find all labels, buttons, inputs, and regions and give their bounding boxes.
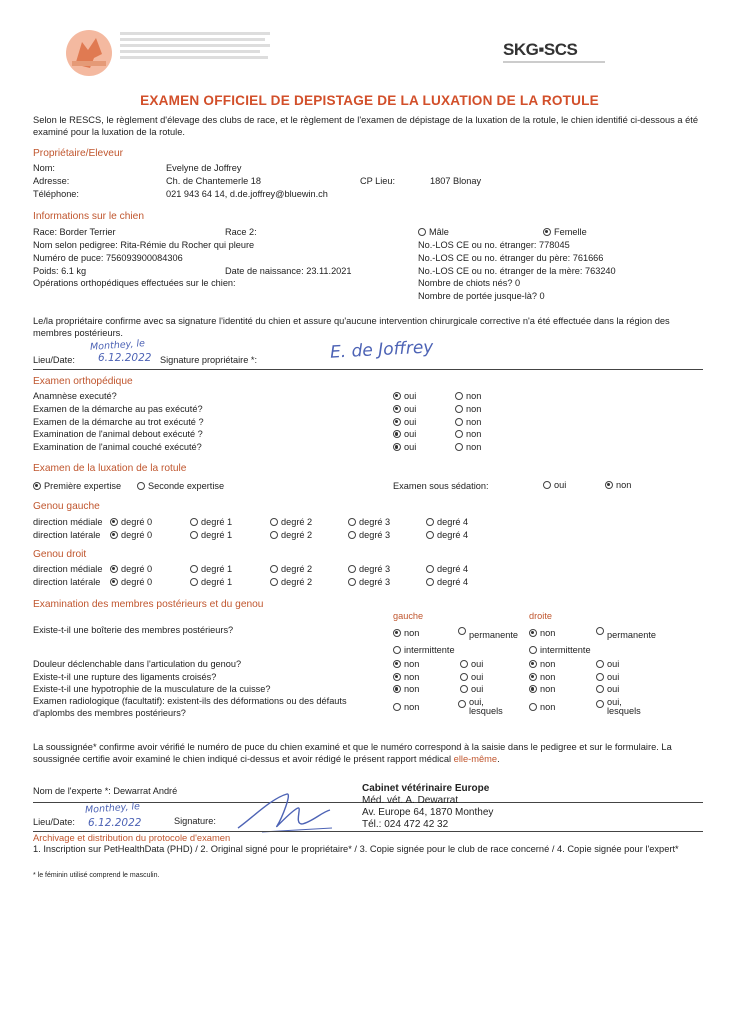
radio-label: non [404, 684, 420, 695]
radio-label: non [466, 391, 482, 401]
radio-boiterie-d-perm[interactable] [596, 626, 657, 640]
section-genou-gauche: Genou gauche [33, 501, 100, 512]
radio-checked-icon [605, 481, 613, 489]
radio-icon [348, 578, 356, 586]
radio-xray-d-oui[interactable] [596, 698, 641, 716]
owner-name: Evelyne de Joffrey [166, 163, 242, 173]
radio-label: degré 2 [281, 564, 313, 574]
radio-label: degré 4 [437, 517, 469, 527]
ortho-question: Anamnèse executé? [33, 391, 117, 401]
dog-litters: Nombre de portée jusque-là? 0 [418, 291, 545, 301]
radio-degree-2[interactable] [270, 577, 312, 587]
radio-checked-icon [110, 578, 118, 586]
owner-phone-label: Téléphone: [33, 189, 79, 199]
radio-icon [190, 565, 198, 573]
section-posterior: Examination des membres postérieurs et du genou [33, 599, 264, 610]
dog-chip: Numéro de puce: 756093900084306 [33, 253, 183, 263]
dog-puppies: Nombre de chiots nés? 0 [418, 278, 521, 288]
radio-icon [455, 430, 463, 438]
dog-pedigree-name: Nom selon pedigree: Rita-Rémie du Rocher qui pleure [33, 240, 255, 250]
radio-label: degré 2 [281, 529, 313, 540]
posterior-question: Existe-t-il une hypotrophie de la musculature de la cuisse? [33, 684, 271, 695]
section-ortho: Examen orthopédique [33, 376, 133, 387]
q-boiterie: Existe-t-il une boîterie des membres postérieurs? [33, 625, 234, 635]
owner-signature-label: Signature propriétaire *: [160, 355, 258, 365]
radio-icon [270, 531, 278, 539]
radio-ortho-non[interactable] [455, 404, 481, 414]
radio-degree-3[interactable] [348, 577, 390, 587]
radio-icon [458, 627, 466, 635]
radio-label: oui, [469, 697, 484, 707]
owner-date-handwritten: 6.12.2022 [98, 352, 152, 364]
archive-text: 1. Inscription sur PetHealthData (PHD) / 2. Original signé pour le propriétaire* / 3. Copie signée pour le club de race concerné / 4. Copie signée pour l'expert* [33, 844, 679, 854]
radio-label: non [540, 671, 556, 682]
radio-checked-icon [529, 629, 537, 637]
q-radio-a: Examen radiologique (facultatif): existent-ils des déformations ou des défauts [33, 696, 347, 706]
radio-degree-0[interactable] [110, 517, 152, 527]
radio-label: non [466, 403, 482, 414]
radio-label: oui [471, 659, 484, 669]
dog-ortho-ops: Opérations orthopédiques effectuées sur le chien: [33, 278, 236, 288]
radio-degree-0[interactable] [110, 530, 152, 540]
radio-label: non [540, 684, 556, 695]
vet-confirm-text-b: elle-même [453, 754, 498, 764]
radio-checked-icon [110, 565, 118, 573]
expert-name: Nom de l'experte *: Dewarrat André [33, 786, 178, 796]
col-gauche: gauche [393, 611, 424, 621]
radio-icon [426, 531, 434, 539]
radio-checked-icon [393, 673, 401, 681]
radio-label: permanente [469, 630, 519, 640]
radio-label: oui [404, 442, 417, 453]
radio-label: degré 4 [437, 576, 469, 587]
radio-label: Seconde expertise [148, 481, 225, 491]
radio-label: oui [607, 659, 620, 669]
ortho-question: Examen de la démarche au pas exécuté? [33, 403, 203, 414]
radio-gauche-oui[interactable] [460, 684, 483, 694]
dog-race: Race: Border Terrier [33, 227, 116, 237]
radio-checked-icon [393, 392, 401, 400]
owner-cp: 1807 Blonay [430, 176, 482, 186]
radio-label: intermittente [404, 645, 455, 655]
radio-icon [458, 700, 466, 708]
stamp-line: Tél.: 024 472 42 32 [362, 819, 449, 830]
radio-icon [455, 418, 463, 426]
dog-race2: Race 2: [225, 227, 257, 237]
stamp-line: Méd. vét. A. Dewarrat [362, 795, 459, 806]
radio-degree-2[interactable] [270, 530, 312, 540]
section-archive: Archivage et distribution du protocole d'examen [33, 832, 231, 843]
vet-confirm-text-c: . [497, 754, 500, 764]
section-luxation: Examen de la luxation de la rotule [33, 463, 187, 474]
footnote: * le féminin utilisé comprend le masculin. [33, 872, 160, 879]
radio-ortho-oui[interactable] [393, 391, 416, 401]
owner-signature-handwritten: E. de Joffrey [329, 337, 434, 363]
radio-boiterie-d-non[interactable] [529, 628, 555, 638]
dog-head-icon [64, 28, 114, 78]
dog-los-father: No.-LOS CE ou no. étranger du père: 761666 [418, 253, 604, 263]
radio-ortho-non[interactable] [455, 429, 481, 439]
radio-icon [529, 646, 537, 654]
radio-checked-icon [393, 629, 401, 637]
radio-icon [190, 518, 198, 526]
radio-label: non [540, 702, 556, 712]
radio-degree-1[interactable] [190, 517, 232, 527]
radio-degree-1[interactable] [190, 577, 232, 587]
radio-boiterie-g-inter[interactable] [393, 645, 455, 655]
posterior-question: Existe-t-il une rupture des ligaments croisés? [33, 671, 217, 682]
vet-signature-icon [232, 788, 342, 836]
radio-label: degré 1 [201, 517, 233, 527]
owner-place-label: Lieu/Date: [33, 355, 75, 365]
radio-label: Mâle [429, 227, 449, 237]
radio-label: degré 4 [437, 529, 469, 540]
radio-icon [455, 392, 463, 400]
radio-label: non [616, 480, 632, 490]
radio-icon [426, 518, 434, 526]
radio-droite-oui[interactable] [596, 672, 619, 682]
owner-address-label: Adresse: [33, 176, 70, 186]
owner-address: Ch. de Chantemerle 18 [166, 176, 261, 186]
radio-label: degré 3 [359, 529, 391, 540]
radio-label: degré 1 [201, 564, 233, 574]
radio-icon [426, 565, 434, 573]
radio-gauche-non[interactable] [393, 672, 419, 682]
radio-label: degré 0 [121, 529, 153, 540]
ortho-question: Examination de l'animal couché exécuté? [33, 442, 202, 453]
genou-row-label: direction latérale [33, 576, 101, 587]
section-dog: Informations sur le chien [33, 211, 144, 222]
owner-name-label: Nom: [33, 163, 55, 173]
radio-degree-4[interactable] [426, 530, 468, 540]
owner-place-handwritten: Monthey, le [89, 338, 146, 353]
radio-degree-2[interactable] [270, 517, 312, 527]
radio-label: oui [607, 671, 620, 682]
radio-icon [393, 646, 401, 654]
radio-droite-non[interactable] [529, 659, 555, 669]
radio-label: non [404, 671, 420, 682]
radio-checked-icon [393, 685, 401, 693]
genou-row-label: direction médiale [33, 564, 103, 574]
radio-icon [596, 660, 604, 668]
vet-signature-label: Signature: [174, 816, 216, 826]
radio-icon [270, 518, 278, 526]
radio-label: non [404, 702, 420, 712]
radio-checked-icon [529, 660, 537, 668]
radio-ortho-oui[interactable] [393, 404, 416, 414]
radio-label: degré 3 [359, 576, 391, 587]
radio-label: permanente [607, 630, 657, 640]
radio-icon [426, 578, 434, 586]
section-owner: Propriétaire/Eleveur [33, 148, 124, 159]
radio-degree-3[interactable] [348, 564, 390, 574]
radio-ortho-non[interactable] [455, 442, 481, 452]
radio-label: degré 1 [201, 529, 233, 540]
radio-degree-2[interactable] [270, 564, 312, 574]
radio-checked-icon [393, 443, 401, 451]
radio-droite-non[interactable] [529, 672, 555, 682]
radio-icon [270, 578, 278, 586]
radio-label: oui [471, 684, 484, 695]
radio-icon [596, 700, 604, 708]
genou-row-label: direction médiale [33, 517, 103, 527]
radio-icon [596, 685, 604, 693]
skg-scs-logo: SKG▪SCS [503, 40, 578, 59]
sedation-label: Examen sous sédation: [393, 481, 489, 491]
radio-sedation-non[interactable] [605, 480, 631, 490]
radio-label: Première expertise [44, 481, 122, 491]
dog-weight: Poids: 6.1 kg [33, 266, 87, 276]
radio-label: oui [404, 403, 417, 414]
radio-label: degré 4 [437, 564, 469, 574]
radio-label: lesquels [469, 706, 503, 716]
radio-second-expertise[interactable] [137, 481, 224, 491]
radio-checked-icon [529, 685, 537, 693]
radio-icon [596, 673, 604, 681]
page-title: EXAMEN OFFICIEL DE DEPISTAGE DE LA LUXATION DE LA ROTULE [140, 93, 599, 108]
radio-degree-3[interactable] [348, 517, 390, 527]
radio-checked-icon [110, 518, 118, 526]
genou-row-label: direction latérale [33, 529, 101, 540]
radio-checked-icon [33, 482, 41, 490]
radio-xray-g-non[interactable] [393, 702, 419, 712]
radio-label: non [540, 628, 556, 638]
vet-confirm-text [33, 741, 708, 765]
radio-icon [190, 531, 198, 539]
radio-label: oui [554, 480, 567, 490]
posterior-question: Douleur déclenchable dans l'articulation du genou? [33, 659, 242, 669]
radio-label: non [466, 416, 482, 427]
radio-ortho-oui[interactable] [393, 429, 416, 439]
scs-logo [64, 28, 114, 78]
radio-icon [137, 482, 145, 490]
radio-label: oui [404, 429, 417, 440]
q-radio-b: d'aplombs des membres postérieurs? [33, 708, 186, 718]
radio-label: degré 2 [281, 576, 313, 587]
vet-confirm-text-a: La soussignée* confirme avoir vérifié le numéro de puce du chien examiné et que le numéro correspond à la saisie dans le pedigree et sur le formulaire. La soussignée certifie avoir examiné le chien indiqué ci-dessus et avoir rédigé le présent rapport médical [33, 742, 672, 764]
radio-icon [455, 443, 463, 451]
skg-scs-logo-sub [503, 61, 605, 63]
radio-boiterie-d-inter[interactable] [529, 645, 591, 655]
radio-boiterie-g-perm[interactable] [458, 626, 519, 640]
radio-label: oui [404, 416, 417, 427]
radio-degree-4[interactable] [426, 517, 468, 527]
radio-degree-1[interactable] [190, 530, 232, 540]
radio-label: non [404, 628, 420, 638]
radio-label: degré 0 [121, 576, 153, 587]
radio-ortho-oui[interactable] [393, 442, 416, 452]
radio-ortho-non[interactable] [455, 391, 481, 401]
radio-label: degré 2 [281, 517, 313, 527]
radio-icon [455, 405, 463, 413]
radio-gauche-oui[interactable] [460, 659, 483, 669]
radio-checked-icon [393, 660, 401, 668]
radio-degree-0[interactable] [110, 564, 152, 574]
vet-date-handwritten: 6.12.2022 [88, 817, 142, 829]
radio-checked-icon [393, 418, 401, 426]
radio-ortho-non[interactable] [455, 417, 481, 427]
radio-first-expertise[interactable] [33, 481, 121, 491]
radio-droite-oui[interactable] [596, 659, 619, 669]
radio-icon [418, 228, 426, 236]
radio-gauche-non[interactable] [393, 684, 419, 694]
radio-icon [348, 531, 356, 539]
radio-label: degré 3 [359, 517, 391, 527]
intro-text: Selon le RESCS, le règlement d'élevage des clubs de race, et le règlement de l'examen de dépistage de la luxation de la rotule, le chien identifié ci-dessous a été examiné pour la luxation de la rotule. [33, 115, 699, 137]
vet-place-label: Lieu/Date: [33, 817, 75, 827]
dog-birth: Date de naissance: 23.11.2021 [225, 266, 352, 276]
stamp-line: Av. Europe 64, 1870 Monthey [362, 807, 494, 818]
radio-xray-d-non[interactable] [529, 702, 555, 712]
radio-icon [596, 627, 604, 635]
radio-checked-icon [393, 430, 401, 438]
radio-label: non [540, 659, 556, 669]
radio-checked-icon [543, 228, 551, 236]
ortho-question: Examination de l'animal debout exécuté ? [33, 429, 203, 440]
radio-icon [393, 703, 401, 711]
radio-droite-non[interactable] [529, 684, 555, 694]
radio-label: oui [607, 684, 620, 695]
vet-place-handwritten: Monthey, le [84, 801, 141, 816]
radio-degree-1[interactable] [190, 564, 232, 574]
radio-gauche-oui[interactable] [460, 672, 483, 682]
radio-degree-0[interactable] [110, 577, 152, 587]
radio-icon [460, 673, 468, 681]
radio-xray-g-oui[interactable] [458, 698, 503, 716]
radio-icon [348, 565, 356, 573]
radio-label: degré 3 [359, 564, 391, 574]
radio-boiterie-g-non[interactable] [393, 628, 419, 638]
radio-label: intermittente [540, 645, 591, 655]
radio-label: non [466, 442, 482, 453]
radio-label: degré 0 [121, 564, 153, 574]
radio-label: non [466, 429, 482, 440]
radio-label: degré 0 [121, 517, 153, 527]
radio-gauche-non[interactable] [393, 659, 419, 669]
radio-label: non [404, 659, 420, 669]
ortho-question: Examen de la démarche au trot exécuté ? [33, 416, 204, 427]
col-droite: droite [529, 611, 552, 621]
owner-cp-label: CP Lieu: [360, 176, 396, 186]
radio-label: Femelle [554, 227, 587, 237]
radio-droite-oui[interactable] [596, 684, 619, 694]
radio-icon [543, 481, 551, 489]
owner-confirm-text: Le/la propriétaire confirme avec sa signature l'identité du chien et assure qu'aucune intervention chirurgicale corrective n'a été effectuée dans la région des membres postérieurs. [33, 316, 670, 338]
radio-male[interactable] [418, 227, 449, 237]
stamp-line: Cabinet vétérinaire Europe [362, 783, 490, 794]
radio-label: oui [471, 671, 484, 682]
dog-los-mother: No.-LOS CE ou no. étranger de la mère: 763240 [418, 266, 616, 276]
radio-checked-icon [393, 405, 401, 413]
radio-degree-4[interactable] [426, 564, 468, 574]
radio-icon [460, 685, 468, 693]
vet-stamp [362, 783, 493, 831]
radio-label: lesquels [607, 706, 641, 716]
radio-degree-4[interactable] [426, 577, 468, 587]
radio-checked-icon [110, 531, 118, 539]
radio-label: oui, [607, 697, 622, 707]
radio-sedation-oui[interactable] [543, 480, 566, 490]
radio-icon [460, 660, 468, 668]
owner-phone: 021 943 64 14, d.de.joffrey@bluewin.ch [166, 189, 328, 199]
radio-degree-3[interactable] [348, 530, 390, 540]
radio-icon [348, 518, 356, 526]
radio-icon [529, 703, 537, 711]
divider [33, 369, 703, 370]
section-genou-droit: Genou droit [33, 549, 87, 560]
dog-los: No.-LOS CE ou no. étranger: 778045 [418, 240, 570, 250]
radio-female[interactable] [543, 227, 587, 237]
radio-icon [190, 578, 198, 586]
radio-ortho-oui[interactable] [393, 417, 416, 427]
radio-label: degré 1 [201, 576, 233, 587]
radio-checked-icon [529, 673, 537, 681]
scs-logo-text [120, 32, 270, 59]
radio-icon [270, 565, 278, 573]
radio-label: oui [404, 391, 417, 401]
